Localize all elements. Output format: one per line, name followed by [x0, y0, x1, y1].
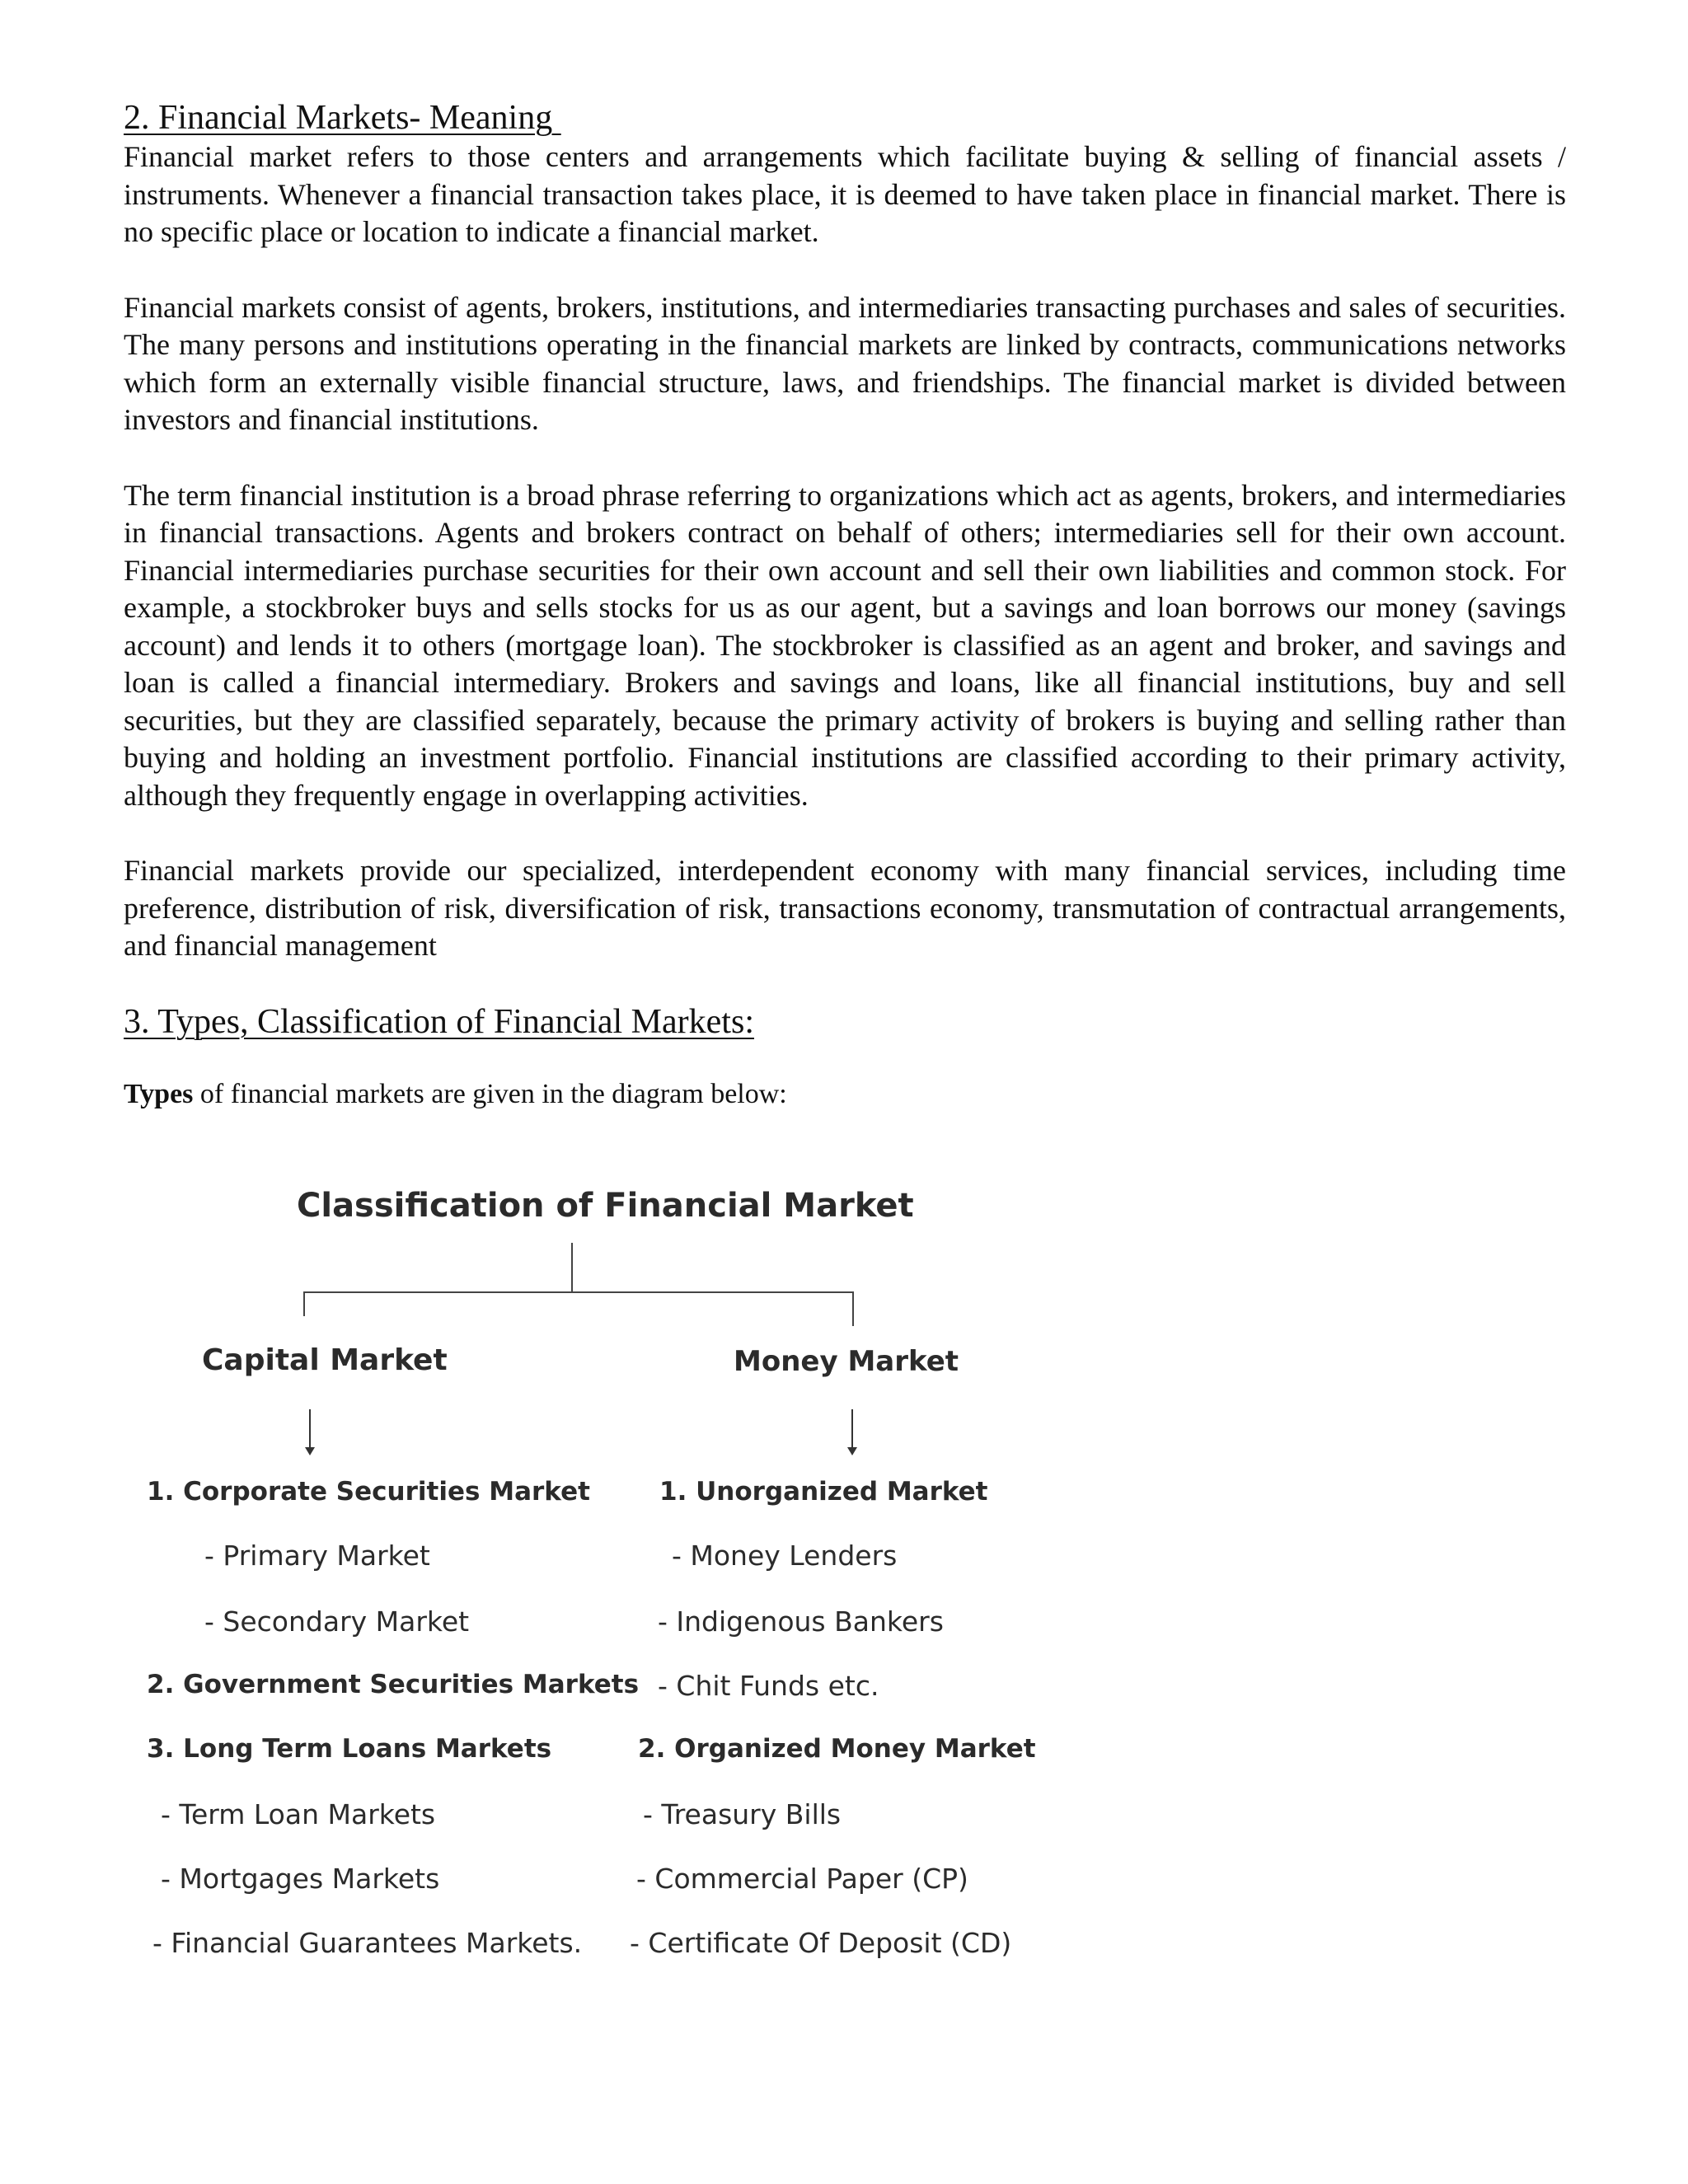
document-page [124, 97, 1566, 1112]
capital-market-item: - Term Loan Markets [161, 1798, 436, 1830]
capital-market-item: 3. Long Term Loans Markets [147, 1734, 552, 1764]
section2-heading: 2. Financial Markets- Meaning [124, 99, 561, 137]
connector-left-drop [303, 1291, 305, 1316]
capital-arrow [309, 1409, 311, 1449]
capital-market-item: 2. Government Securities Markets [147, 1670, 640, 1699]
connector-right-drop [852, 1291, 854, 1326]
types-bold-word: Types [124, 1078, 194, 1109]
capital-market-item: - Primary Market [204, 1540, 430, 1572]
money-market-item: 2. Organized Money Market [638, 1734, 1036, 1764]
capital-market-item: - Mortgages Markets [161, 1863, 440, 1895]
money-market-item: - Money Lenders [672, 1540, 898, 1572]
capital-market-item: - Secondary Market [204, 1605, 470, 1638]
money-market-item: - Certificate Of Deposit (CD) [630, 1927, 1012, 1959]
section2-paragraph-3: The term financial institution is a broad phrase referring to organizations which act as agents, brokers, and intermediaries in financial transactions. Agents and brokers contract on behalf of others; intermediaries sell for their own account. Financial intermediaries purchase securities for their own account and sell their own liabilities and common stock. For example, a stockbroker buys and sells stocks for us as our agent, but a savings and loan borrows our money (savings account) and lends it to others (mortgage loan). The stockbroker is classified as an agent and broker, and savings and loan is called a financial intermediary. Brokers and savings and loans, like all financial institutions, buy and sell securities, but they are classified separately, because the primary activity of brokers is buying and selling rather than buying and holding an investment portfolio. Financial institutions are classified according to their primary activity, although they frequently engage in overlapping activities. [124, 478, 1566, 812]
types-intro [124, 1077, 1566, 1112]
capital-market-item: 1. Corporate Securities Market [147, 1477, 590, 1507]
money-market-item: - Treasury Bills [643, 1798, 842, 1830]
section3-heading: 3. Types, Classification of Financial Markets: [124, 1002, 754, 1041]
diagram-title: Classification of Financial Market [297, 1187, 914, 1225]
section2-paragraph-4: Financial markets provide our specialized, interdependent economy with many financial services, including time preference, distribution of risk, diversification of risk, transactions economy, transmutation of contractual arrangements, and financial management [124, 854, 1566, 962]
section2-paragraph-2: Financial markets consist of agents, brokers, institutions, and intermediaries transacting purchases and sales of securities. The many persons and institutions operating in the financial markets are linked by contracts, communications networks which form an externally visible financial structure, laws, and friendships. The financial market is divided between investors and financial institutions. [124, 290, 1566, 436]
capital-market-item: - Financial Guarantees Markets. [152, 1927, 583, 1959]
connector-trunk [571, 1243, 573, 1292]
types-intro-rest: of financial markets are given in the diagram below: [193, 1078, 787, 1109]
money-arrow [851, 1409, 853, 1449]
money-market-item: 1. Unorganized Market [659, 1477, 988, 1507]
section2-paragraph-1: Financial market refers to those centers and arrangements which facilitate buying & selling of financial assets / instruments. Whenever a financial transaction takes place, it is deemed to have taken place in financial market. There is no specific place or location to indicate a financial market. [124, 140, 1566, 248]
classification-diagram [132, 1187, 1039, 1994]
money-market-item: - Commercial Paper (CP) [636, 1863, 968, 1895]
money-market-item: - Indigenous Bankers [658, 1605, 944, 1638]
money-market-item: - Chit Funds etc. [658, 1670, 879, 1702]
money-market-label: Money Market [734, 1345, 959, 1378]
capital-market-label: Capital Market [202, 1343, 448, 1377]
connector-horizontal [303, 1291, 854, 1293]
